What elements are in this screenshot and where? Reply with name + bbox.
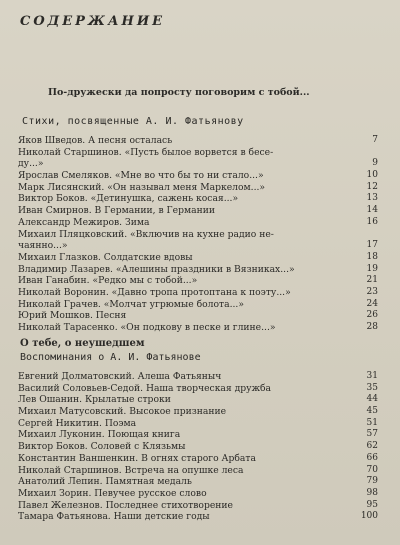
toc-entry-text: Александр Межиров. Зима: [18, 216, 150, 228]
toc-entry-page: 98: [366, 487, 378, 498]
toc-entry-page: 21: [366, 275, 378, 286]
toc-entry: [18, 182, 378, 194]
toc-entry-text: Николай Воронин. «Давно тропа протоптана к поэту...»: [18, 286, 291, 298]
toc-entry-text: Николай Грачев. «Молчат угрюмые болота...»: [18, 298, 244, 310]
toc-entry: [18, 170, 378, 182]
section2-heading: О тебе, о неушедшем: [20, 338, 145, 349]
toc-entry-text: Юрий Мошков. Песня: [18, 310, 127, 322]
toc-entry-text: Михаил Пляцковский. «Включив на кухне радио не-: [18, 228, 274, 240]
toc-entry-page: 7: [372, 135, 378, 145]
toc-entry: [18, 465, 378, 477]
page-title: СОДЕРЖАНИЕ: [20, 14, 166, 29]
toc-entry: [18, 205, 378, 217]
toc-entry-text: Константин Ваншенкин. В огнях старого Арбата: [18, 452, 256, 464]
toc-entry: [18, 418, 378, 430]
toc-entry-page: 31: [366, 371, 378, 381]
toc-entry: [18, 511, 378, 523]
toc-entry: [18, 310, 378, 322]
toc-entry-text: Василий Соловьев-Седой. Наша творческая дружба: [18, 382, 272, 394]
toc-entry: [18, 299, 378, 311]
section1-subheading: Стихи, посвященные А. И. Фатьянову: [22, 116, 244, 127]
section1-heading: По-дружески да попросту поговорим с тобой...: [48, 87, 310, 98]
toc-entry-text: Яков Шведов. А песня осталась: [18, 135, 173, 146]
toc-entry: [18, 488, 378, 500]
toc-entry: [18, 229, 378, 241]
toc-entry: [18, 264, 378, 276]
toc-entry-page: 19: [366, 263, 378, 274]
toc-section2: [18, 371, 378, 523]
toc-entry-page: 62: [366, 441, 378, 452]
toc-entry: [18, 394, 378, 406]
toc-entry-text: Михаил Глазков. Солдатские вдовы: [18, 251, 193, 263]
toc-section1: [18, 135, 378, 334]
toc-entry-page: 28: [366, 322, 378, 332]
toc-entry-text: Евгений Долматовский. Алеша Фатьяныч: [18, 371, 222, 382]
toc-entry-text: Лев Ошанин. Крылатые строки: [18, 394, 171, 406]
toc-entry-text: Сергей Никитин. Поэма: [18, 417, 137, 429]
toc-entry: [18, 453, 378, 465]
toc-entry: [18, 135, 378, 147]
toc-entry-page: 44: [366, 394, 378, 405]
toc-entry: [18, 275, 378, 287]
toc-entry-page: 18: [366, 251, 378, 262]
toc-entry-text: Ярослав Смеляков. «Мне во что бы то ни стало...»: [18, 170, 264, 182]
toc-entry-page: 23: [366, 286, 378, 297]
toc-entry: [18, 500, 378, 512]
toc-entry-page: 17: [366, 240, 378, 251]
toc-entry: [18, 158, 378, 170]
toc-entry-text: Михаил Матусовский. Высокое признание: [18, 406, 227, 418]
section2-subheading: Воспоминания о А. И. Фатьянове: [20, 352, 201, 363]
toc-entry: [18, 406, 378, 418]
toc-entry-page: 10: [366, 170, 378, 181]
toc-entry-page: 16: [366, 216, 378, 227]
toc-entry: [18, 287, 378, 299]
toc-entry: [18, 322, 378, 334]
toc-entry-page: 79: [366, 476, 378, 487]
toc-entry: [18, 240, 378, 252]
toc-entry: [18, 193, 378, 205]
toc-entry-text: Михаил Зорин. Певучее русское слово: [18, 487, 207, 499]
toc-entry-text: Николай Старшинов. Встреча на опушке леса: [18, 464, 244, 476]
toc-entry: [18, 217, 378, 229]
toc-entry-text: Михаил Луконин. Поющая книга: [18, 429, 181, 441]
toc-entry-text: Марк Лисянский. «Он называл меня Маркелом...»: [18, 181, 266, 193]
toc-entry: [18, 476, 378, 488]
toc-entry-text: ду...»: [18, 158, 44, 170]
toc-entry-page: 12: [366, 181, 378, 192]
toc-entry-text: Владимир Лазарев. «Алешины праздники в Вязниках...»: [18, 263, 295, 275]
toc-entry: [18, 252, 378, 264]
toc-entry-page: 100: [360, 511, 378, 522]
toc-entry-text: чаянно...»: [18, 240, 68, 252]
toc-entry-page: 14: [366, 205, 378, 216]
toc-entry-page: 13: [366, 193, 378, 204]
toc-entry: [18, 429, 378, 441]
toc-entry: [18, 383, 378, 395]
toc-entry: [18, 147, 378, 159]
toc-entry-text: Иван Ганабин. «Редко мы с тобой...»: [18, 275, 198, 287]
toc-entry-text: Иван Смирнов. В Германии, в Германии: [18, 205, 215, 217]
toc-entry-page: 66: [366, 452, 378, 463]
toc-entry-page: 24: [366, 298, 378, 309]
toc-entry-page: 57: [366, 429, 378, 440]
toc-entry-page: 95: [366, 499, 378, 510]
toc-entry-page: 51: [366, 417, 378, 428]
toc-entry-page: 35: [366, 382, 378, 393]
toc-entry-page: 45: [366, 406, 378, 417]
toc-entry-text: Николай Тарасенко. «Он подкову в песке и глине...»: [18, 322, 276, 333]
toc-entry-text: Тамара Фатьянова. Наши детские годы: [18, 511, 210, 523]
toc-entry-text: Павел Железнов. Последнее стихотворение: [18, 499, 233, 511]
toc-entry-page: 70: [366, 464, 378, 475]
toc-entry-text: Николай Старшинов. «Пусть былое ворвется в бесе-: [18, 146, 274, 158]
toc-entry-text: Анатолий Лепин. Памятная медаль: [18, 476, 192, 488]
toc-entry-page: 26: [366, 310, 378, 321]
toc-entry-text: Виктор Боков. «Детинушка, сажень косая...»: [18, 193, 239, 205]
toc-entry: [18, 371, 378, 383]
toc-entry-page: 9: [372, 158, 378, 169]
toc-entry: [18, 441, 378, 453]
toc-entry-text: Виктор Боков. Соловей с Клязьмы: [18, 441, 186, 453]
